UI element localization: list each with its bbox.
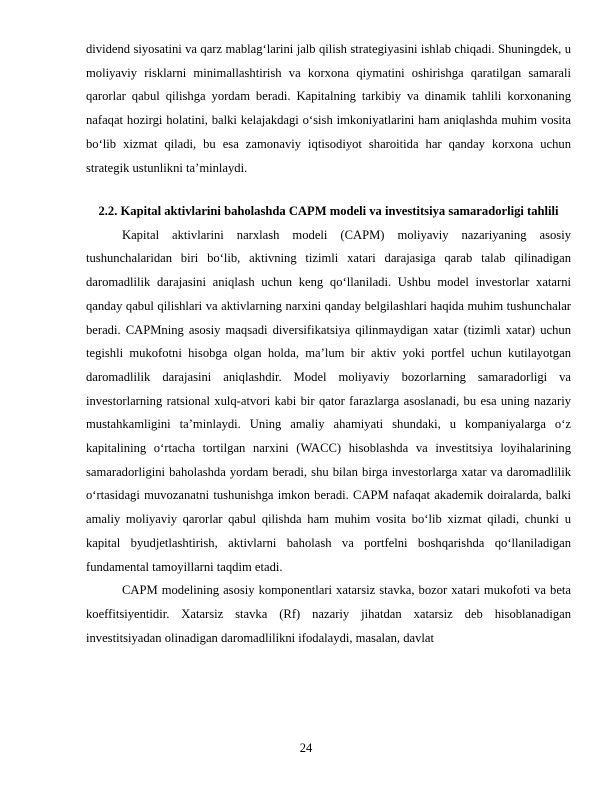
page-number: 24: [299, 741, 313, 755]
section-heading: 2.2. Kapital aktivlarini baholashda CAPM modeli va investitsiya samaradorligi tahlili: [98, 204, 559, 219]
section-spacer: [86, 180, 571, 200]
paragraph-continuation: dividend siyosatini va qarz mablag‘larini jalb qilish strategiyasini ishlab chiqadi. Shuningdek, u moliyaviy risklarni minimallashtirish va korxona qiymatini oshirishga qaratilgan samarali qarorlar qabul qilishga yordam beradi. Kapitalning tarkibiy va dinamik tahlili korxonaning nafaqat hozirgi holatini, balki kelajakdagi o‘sish imkoniyatlarini ham aniqlashda muhim vosita bo‘lib xizmat qiladi, bu esa zamonaviy iqtisodiyot sharoitida har qanday korxona uchun strategik ustunlikni ta’minlaydi.: [86, 42, 571, 175]
paragraph-capm-components: CAPM modelining asosiy komponentlari xatarsiz stavka, bozor xatari mukofoti va beta koeffitsiyentidir. Xatarsiz stavka (Rf) nazariy jihatdan xatarsiz deb hisoblanadigan investitsiyadan olinadigan daromadlilikni ifodalaydi, masalan, davlat: [86, 583, 571, 645]
paragraph-capm-intro: Kapital aktivlarini narxlash modeli (CAPM) moliyaviy nazariyaning asosiy tushunchalaridan biri bo‘lib, aktivning tizimli xatari darajasiga qarab talab qilinadigan daromadlilik darajasini aniqlash uchun keng qo‘llaniladi. Ushbu model investorlar xatarni qanday qabul qilishlari va aktivlarning narxini qanday belgilashlari haqida muhim tushunchalar beradi. CAPMning asosiy maqsadi diversifikatsiya qilinmaydigan xatar (tizimli xatar) uchun tegishli mukofotni hisobga olgan holda, ma’lum bir aktiv yoki portfel uchun kutilayotgan daromadlilik darajasini aniqlashdir. Model moliyaviy bozorlarning samaradorligi va investorlarning ratsional xulq-atvori kabi bir qator farazlarga asoslanadi, bu esa uning nazariy mustahkamligini ta’minlaydi. Uning amaliy ahamiyati shundaki, u kompaniyalarga o‘z kapitalining o‘rtacha tortilgan narxini (WACC) hisoblashda va investitsiya loyihalarining samaradorligini baholashda yordam beradi, shu bilan birga investorlarga xatar va daromadlilik o‘rtasidagi muvozanatni tushunishga imkon beradi. CAPM nafaqat akademik doiralarda, balki amaliy moliyaviy qarorlar qabul qilishda ham muhim vosita bo‘lib xizmat qiladi, chunki u kapital byudjetlashtirish, aktivlarni baholash va portfelni boshqarishda qo‘llaniladigan fundamental tamoyillarni taqdim etadi.: [86, 227, 571, 574]
page-content: [86, 38, 571, 650]
